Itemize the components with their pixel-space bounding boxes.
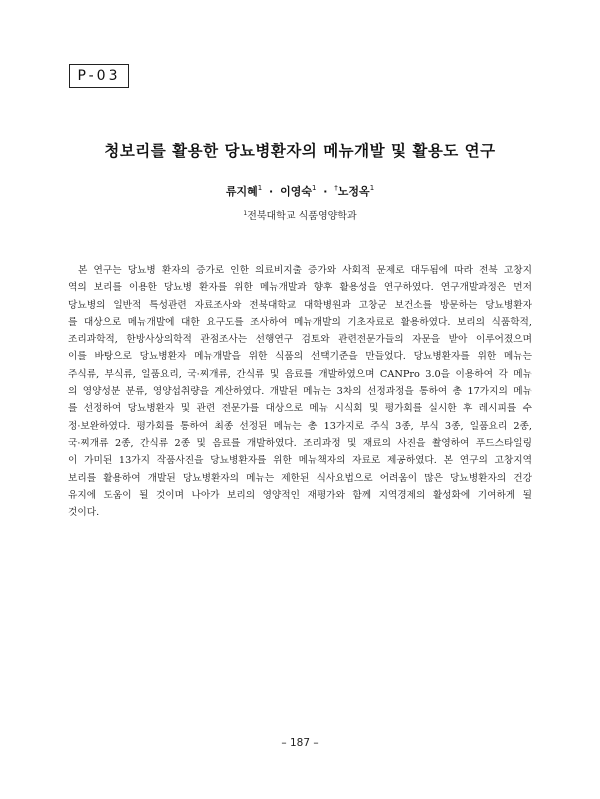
abstract-line: 보리를 활용하여 개발된 당뇨병환자의 메뉴는 제한된 식사요법으로 어려움이 많은 당뇨병환자의 건강 [68, 472, 532, 484]
author-name: 류지혜 [225, 185, 258, 198]
affiliation-mark: 1 [243, 210, 248, 217]
abstract-line: 본 연구는 당뇨병 환자의 증가로 인한 의료비지출 증가와 사회적 문제로 대두됨에 따라 전북 고창지 [78, 265, 532, 276]
abstract-line: 유지에 도움이 될 것이며 나아가 보리의 영양적인 재평가와 함께 지역경제의 활성화에 기여하게 될 [68, 489, 532, 501]
abstract-line: 를 대상으로 메뉴개발에 대한 요구도를 조사하여 메뉴개발의 기초자료로 활용하였다. 보리의 식품학적, [68, 316, 532, 328]
presentation-label: P-03 [69, 64, 129, 88]
author-name: 노정옥 [337, 185, 370, 198]
abstract-line: 것이다. [68, 507, 100, 519]
author-affiliation-mark: 1 [369, 184, 375, 192]
corresponding-author-mark: † [334, 184, 338, 192]
abstract-line: 역의 보리를 이용한 당뇨병 환자를 위한 메뉴개발과 향후 활용성을 연구하였다. 연구개발과정은 먼저 [68, 282, 532, 294]
abstract-line: 국·찌개류 2종, 간식류 2종 및 음료를 개발하였다. 조리과정 및 재료의 사진을 촬영하여 푸드스타일링 [68, 437, 532, 449]
author-name: 이영숙 [280, 185, 312, 198]
abstract-line: 를 선정하여 당뇨병환자 및 관련 전문가를 대상으로 메뉴 시식회 및 평가회를 실시한 후 레시피를 수 [68, 403, 532, 415]
abstract-line: 이를 바탕으로 당뇨병환자 메뉴개발을 위한 식품의 선택기준을 만들었다. 당뇨병환자를 위한 메뉴는 [68, 351, 532, 363]
author-affiliation-mark: 1 [257, 184, 263, 192]
author-affiliation-mark: 1 [311, 184, 317, 192]
abstract-line: 이 가미된 13가지 작품사진을 당뇨병환자를 위한 메뉴책자의 자료로 제공하였다. 본 연구의 고창지역 [68, 455, 532, 467]
author-separator: · [269, 185, 274, 198]
author-separator: · [323, 185, 328, 198]
abstract-body [68, 262, 532, 521]
abstract-line: 정·보완하였다. 평가회를 통하여 최종 선정된 메뉴는 총 13가지로 주식 3종, 부식 3종, 일품요리 2종, [68, 420, 532, 432]
affiliation [50, 207, 550, 222]
page-number: – 187 – [281, 737, 319, 749]
abstract-line: 조리과학적, 한방사상의학적 관점조사는 선행연구 검토와 관련전문가들의 자문을 받아 이루어졌으며 [68, 334, 532, 346]
affiliation-text: 전북대학교 식품영양학과 [247, 211, 357, 222]
author-list [50, 183, 550, 199]
abstract-line: 당뇨병의 일반적 특성관련 자료조사와 전북대학교 대학병원과 고창군 보건소를 방문하는 당뇨병환자 [68, 299, 532, 311]
abstract-line: 주식류, 부식류, 일품요리, 국·찌개류, 간식류 및 음료를 개발하였으며 CANPro 3.0을 이용하여 각 메뉴 [68, 368, 532, 380]
paper-title: 청보리를 활용한 당뇨병환자의 메뉴개발 및 활용도 연구 [104, 142, 496, 160]
abstract-line: 의 영양성분 분류, 영양섭취량을 계산하였다. 개발된 메뉴는 3차의 선정과정을 통하여 총 17가지의 메뉴 [68, 386, 532, 398]
